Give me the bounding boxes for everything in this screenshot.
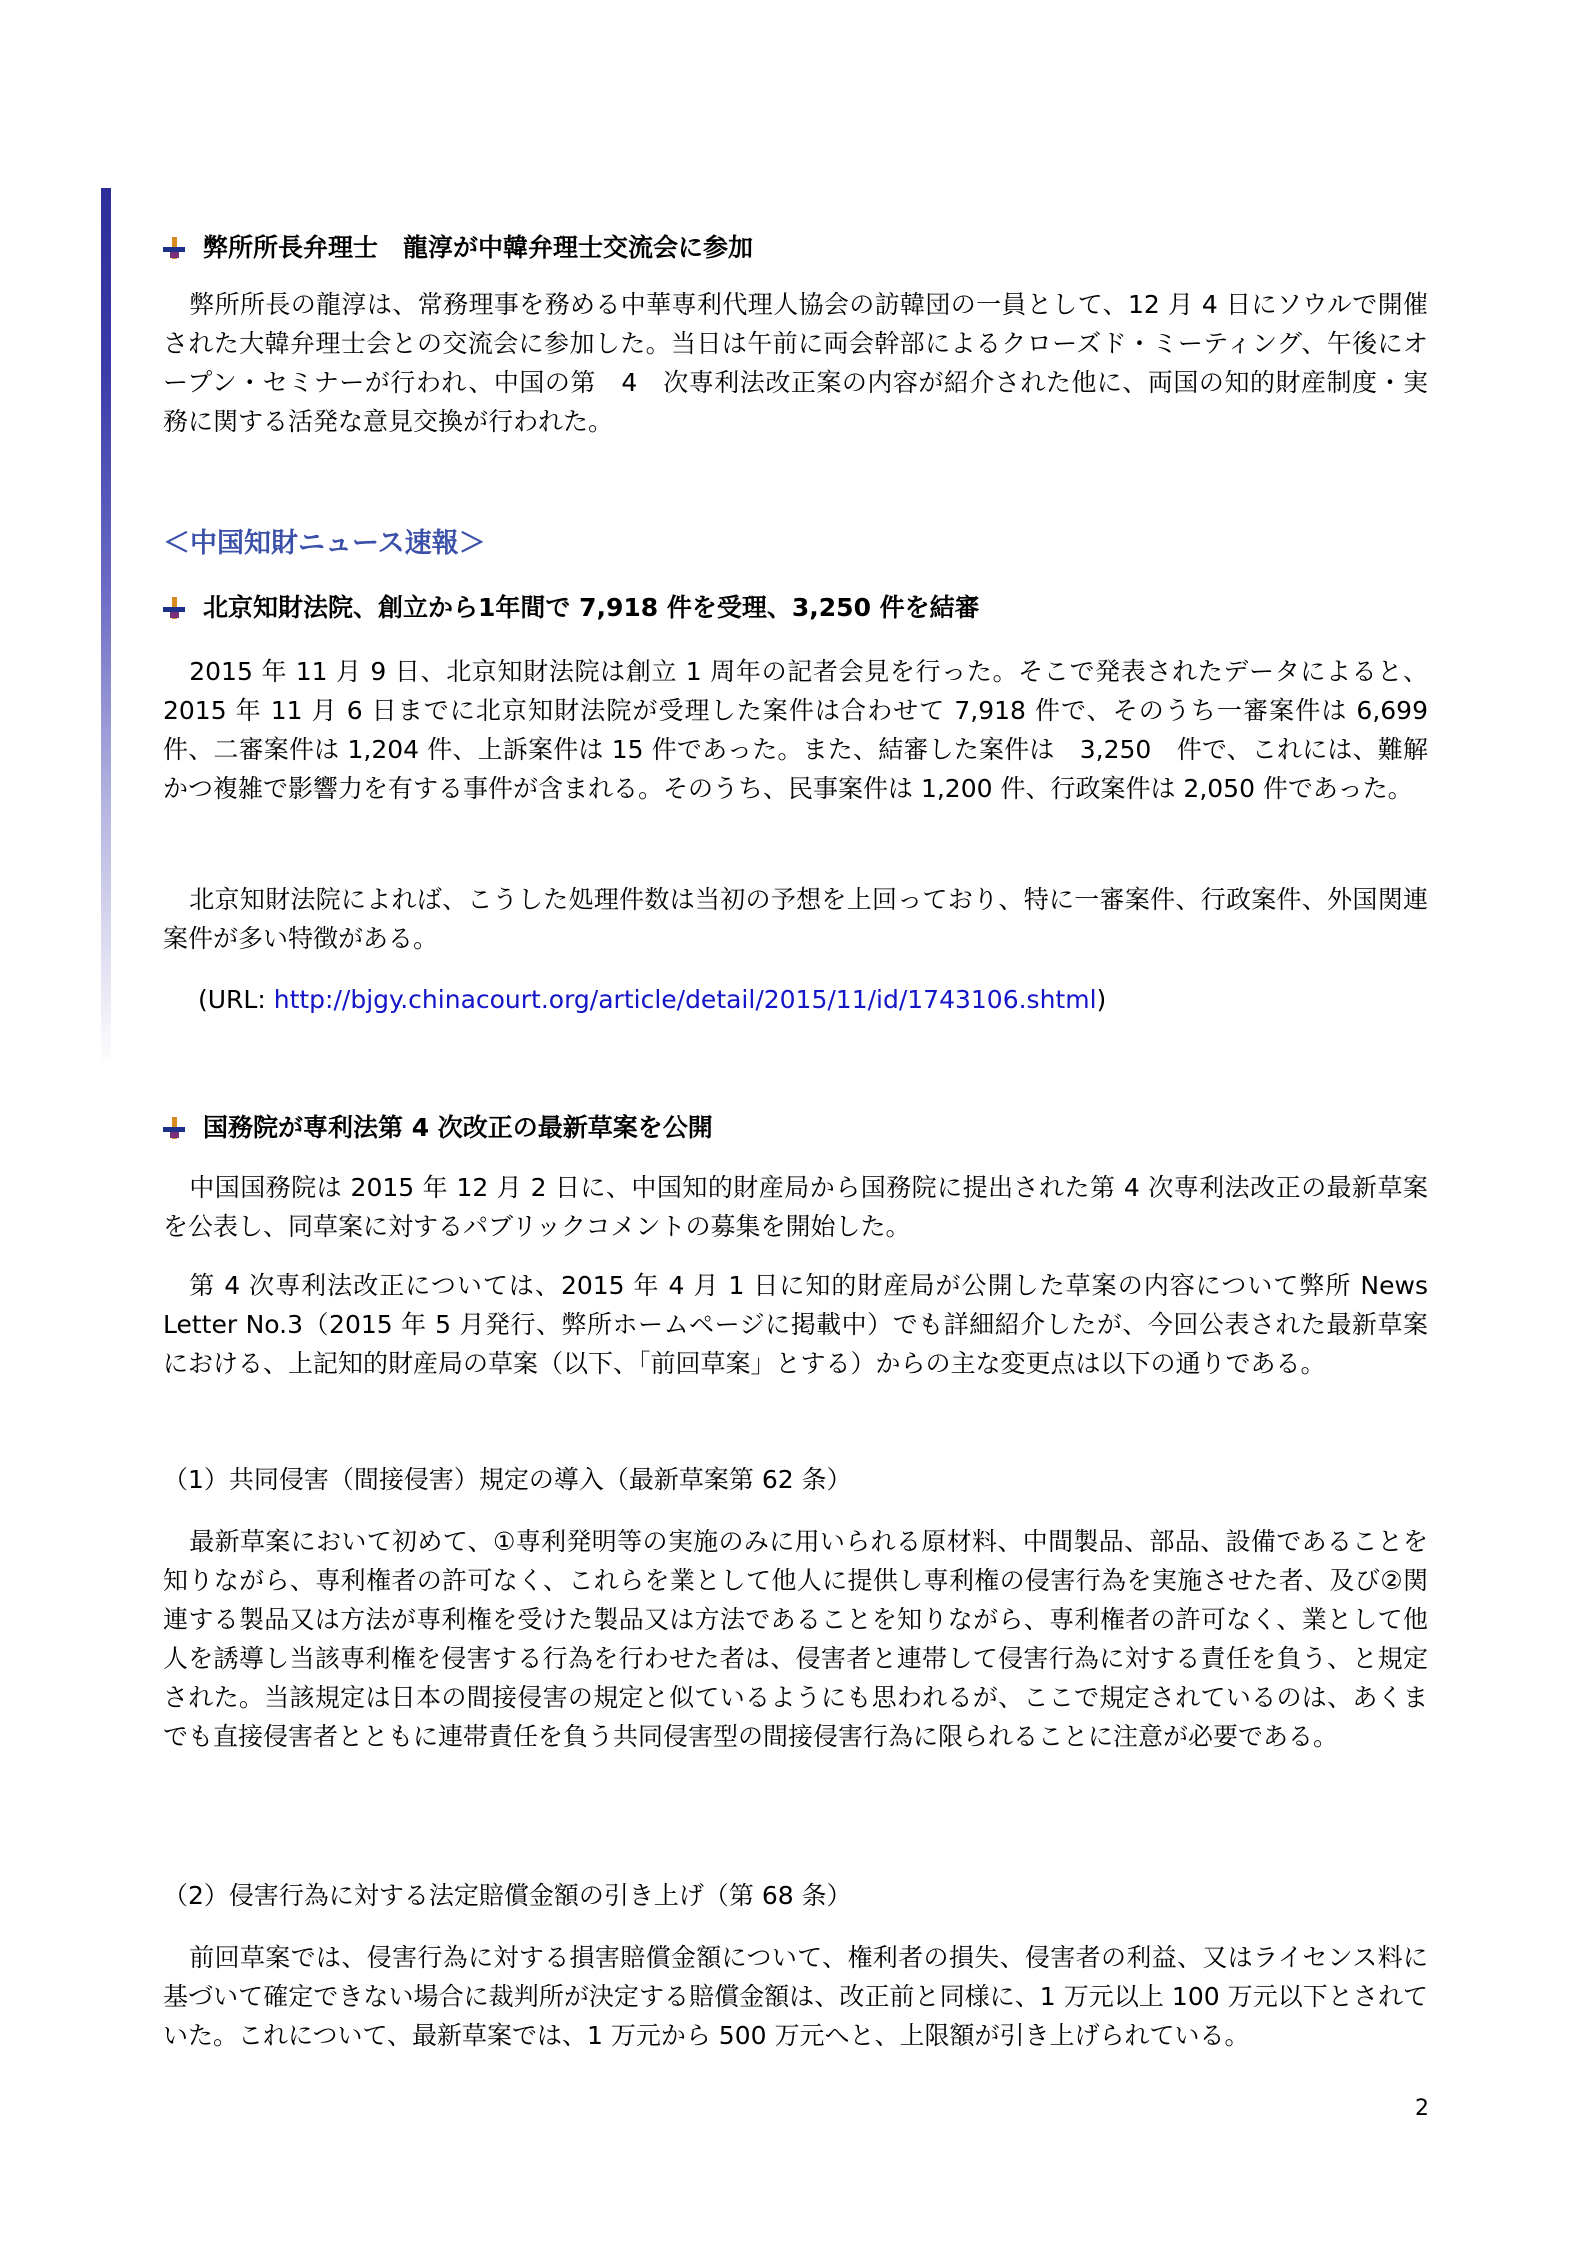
article2-url-link[interactable]: http://bjgy.chinacourt.org/article/detail/2015/11/id/1743106.shtml xyxy=(273,985,1097,1014)
article3-heading xyxy=(163,1110,713,1146)
bullet-icon xyxy=(163,597,185,619)
article2-paragraph-2: 北京知財法院によれば、こうした処理件数は当初の予想を上回っており、特に一審案件、行政案件、外国関連案件が多い特徴がある。 xyxy=(163,885,1428,953)
article1-body: 弊所所長の龍淳は、常務理事を務める中華専利代理人協会の訪韓団の一員として、12 月 4 日にソウルで開催された大韓弁理士会との交流会に参加した。当日は午前に両会幹部によるクローズド・ミーティング、午後にオープン・セミナーが行われ、中国の第 4 次専利法改正案の内容が紹介された他に、両国の知的財産制度・実務に関する活発な意見交換が行われた。 xyxy=(163,290,1428,436)
url-prefix: (URL: xyxy=(198,985,274,1014)
article3-sub1-body: 最新草案において初めて、①専利発明等の実施のみに用いられる原材料、中間製品、部品、設備であることを知りながら、専利権者の許可なく、これらを業として他人に提供し専利権の侵害行為を実施させた者、及び②関連する製品又は方法が専利権を受けた製品又は方法であることを知りながら、専利権者の許可なく、業として他人を誘導し当該専利権を侵害する行為を行わせた者は、侵害者と連帯して侵害行為に対する責任を負う、と規定された。当該規定は日本の間接侵害の規定と似ているようにも思われるが、ここで規定されているのは、あくまでも直接侵害者とともに連帯責任を負う共同侵害型の間接侵害行為に限られることに注意が必要である。 xyxy=(163,1527,1428,1751)
article2-heading xyxy=(163,590,980,626)
article3-sub1-title: （1）共同侵害（間接侵害）規定の導入（最新草案第 62 条） xyxy=(163,1465,852,1494)
article3-paragraph-1: 中国国務院は 2015 年 12 月 2 日に、中国知的財産局から国務院に提出された第 4 次専利法改正の最新草案を公表し、同草案に対するパブリックコメントの募集を開始した。 xyxy=(163,1173,1428,1241)
bullet-icon xyxy=(163,1117,185,1139)
article1-title: 弊所所長弁理士 龍淳が中韓弁理士交流会に参加 xyxy=(203,233,754,262)
article3-sub2-body: 前回草案では、侵害行為に対する損害賠償金額について、権利者の損失、侵害者の利益、又はライセンス料に基づいて確定できない場合に裁判所が決定する賠償金額は、改正前と同様に、1 万元以上 100 万元以下とされていた。これについて、最新草案では、1 万元から 500 万元へと、上限額が引き上げられている。 xyxy=(163,1943,1428,2050)
bullet-icon xyxy=(163,237,185,259)
article3-sub2-title: （2）侵害行為に対する法定賠償金額の引き上げ（第 68 条） xyxy=(163,1881,852,1910)
news-section-title: ＜中国知財ニュース速報＞ xyxy=(163,528,486,559)
article3-title: 国務院が専利法第 4 次改正の最新草案を公開 xyxy=(203,1113,713,1142)
article2-url-line xyxy=(198,980,1106,1019)
article2-title: 北京知財法院、創立から1年間で 7,918 件を受理、3,250 件を結審 xyxy=(203,593,980,622)
article1-heading xyxy=(163,230,753,266)
article2-paragraph-1: 2015 年 11 月 9 日、北京知財法院は創立 1 周年の記者会見を行った。そこで発表されたデータによると、2015 年 11 月 6 日までに北京知財法院が受理した案件は合わせて 7,918 件で、そのうち一審案件は 6,699 件、二審案件は 1,204 件、上訴案件は 15 件であった。また、結審した案件は 3,250 件で、これには、難解かつ複雑で影響力を有する事件が含まれる。そのうち、民事案件は 1,200 件、行政案件は 2,050 件であった。 xyxy=(163,657,1428,803)
article3-paragraph-2: 第 4 次専利法改正については、2015 年 4 月 1 日に知的財産局が公開した草案の内容について弊所 News Letter No.3（2015 年 5 月発行、弊所ホームページに掲載中）でも詳細紹介したが、今回公表された最新草案における、上記知的財産局の草案（以下、「前回草案」とする）からの主な変更点は以下の通りである。 xyxy=(163,1271,1428,1378)
page-number: 2 xyxy=(1415,2096,1429,2121)
left-accent-bar xyxy=(101,188,111,1068)
url-suffix: ) xyxy=(1096,985,1107,1014)
